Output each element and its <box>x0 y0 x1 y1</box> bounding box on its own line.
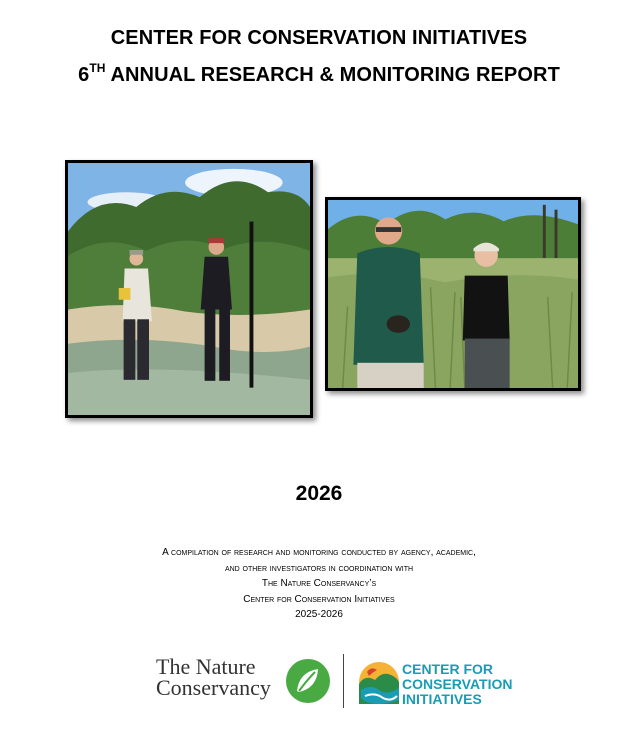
report-title-rest: ANNUAL RESEARCH & MONITORING REPORT <box>105 64 560 86</box>
cci-logo-wordmark <box>402 662 512 707</box>
tnc-logo-wordmark <box>156 656 271 698</box>
tnc-logo-line1: The Nature <box>156 654 256 679</box>
report-edition-suffix: TH <box>89 61 106 75</box>
cci-logo-line3: INITIATIVES <box>402 691 482 707</box>
report-year: 2026 <box>295 482 343 505</box>
leaf-icon <box>285 658 331 704</box>
description-date-range: 2025-2026 <box>295 609 343 621</box>
researchers-marsh-grass-photo <box>325 197 581 391</box>
description-line: and other investigators in coordination with <box>224 562 414 574</box>
tnc-logo-line2: Conservancy <box>156 675 271 700</box>
description-line: Center for Conservation Initiatives <box>243 593 395 605</box>
report-edition-number: 6 <box>78 64 90 86</box>
sun-wave-bird-icon <box>357 660 401 704</box>
cci-logo-line1: CENTER FOR <box>402 661 493 677</box>
logo-divider <box>343 654 344 708</box>
report-description <box>0 545 638 623</box>
description-line: A compilation of research and monitoring conducted by agency, academic, <box>162 547 476 558</box>
report-title-line1: CENTER FOR CONSERVATION INITIATIVES <box>110 27 528 49</box>
report-title-line2 <box>0 61 638 87</box>
description-line: The Nature Conservancy’s <box>261 578 377 590</box>
cci-logo-line2: CONSERVATION <box>402 676 513 692</box>
researchers-mangrove-shore-photo <box>65 160 313 418</box>
logo-bar <box>0 650 638 714</box>
